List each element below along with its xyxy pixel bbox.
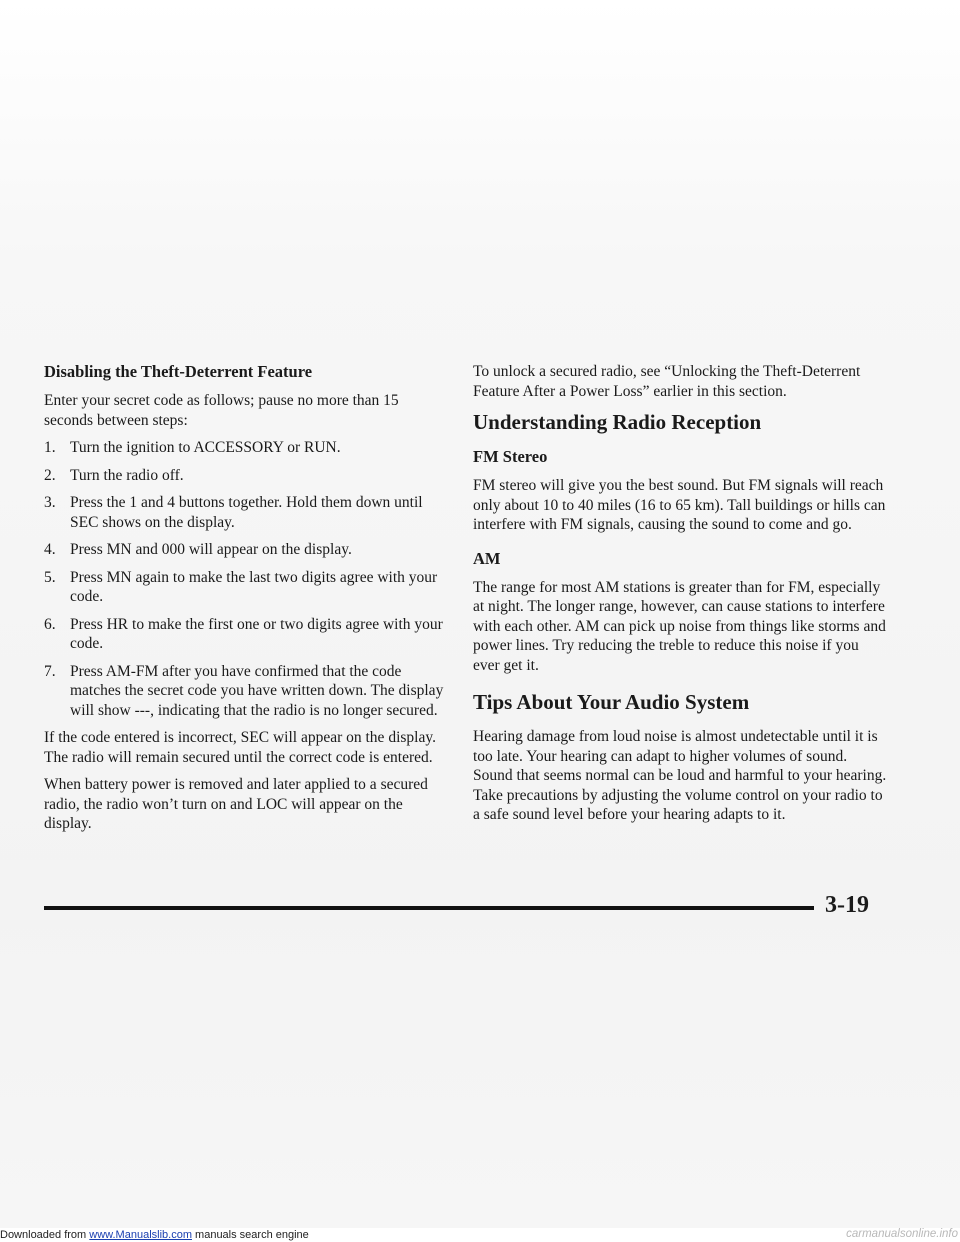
tips-paragraph: Hearing damage from loud noise is almost undetectable until it is too late. Your hearing can adapt to higher volumes of sound. Sound that seems normal can be loud and harmful to your hearing. Take precautions by adjusting the volume control on your radio to a safe sound level before your hearing adapts to it. (473, 728, 887, 823)
left-column (44, 362, 444, 842)
step-text: Turn the radio off. (70, 466, 184, 484)
footer-rule (44, 906, 814, 910)
battery-power-paragraph: When battery power is removed and later applied to a secured radio, the radio won’t turn on and LOC will appear on the display. (44, 776, 428, 832)
step-text: Press MN again to make the last two digits agree with your code. (70, 568, 438, 605)
list-item (44, 493, 444, 532)
list-item (44, 662, 444, 721)
subheading-am: AM (473, 548, 501, 568)
footer-prefix: Downloaded from (0, 1229, 90, 1241)
intro-paragraph: Enter your secret code as follows; pause no more than 15 seconds between steps: (44, 392, 399, 429)
step-text: Press MN and 000 will appear on the display. (70, 541, 352, 558)
footer-suffix: manuals search engine (191, 1229, 309, 1241)
step-number: 7. (44, 662, 56, 680)
list-item (44, 466, 444, 486)
step-number: 1. (44, 439, 56, 456)
step-number: 4. (44, 541, 56, 558)
section-heading-disabling: Disabling the Theft-Deterrent Feature (44, 362, 313, 381)
fm-paragraph: FM stereo will give you the best sound. But FM signals will reach only about 10 to 40 miles (16 to 65 km). Tall buildings or hills can interfere with FM signals, causing the sound to come and go. (473, 477, 886, 533)
step-number: 5. (44, 568, 56, 586)
step-number: 6. (44, 615, 56, 633)
incorrect-code-paragraph: If the code entered is incorrect, SEC will appear on the display. The radio will remain secured until the correct code is entered. (44, 729, 436, 766)
step-text: Turn the ignition to ACCESSORY or RUN. (70, 439, 341, 456)
page-number: 3-19 (825, 892, 869, 918)
watermark: carmanualsonline.info (846, 1228, 958, 1240)
step-number: 2. (44, 466, 56, 484)
list-item (44, 438, 444, 458)
list-item (44, 568, 444, 607)
manualslib-link[interactable]: www.Manualslib.com (89, 1229, 192, 1241)
step-text: Press AM-FM after you have confirmed that the code matches the secret code you have written down. The display will show ---, indicating that the radio is no longer secured. (70, 662, 444, 719)
section-heading-audio-tips: Tips About Your Audio System (473, 690, 750, 714)
list-item (44, 615, 444, 654)
step-text: Press the 1 and 4 buttons together. Hold them down until SEC shows on the display. (70, 494, 423, 531)
step-number: 3. (44, 494, 56, 511)
unlock-paragraph: To unlock a secured radio, see “Unlocking the Theft-Deterrent Feature After a Power Loss” earlier in this section. (473, 363, 861, 400)
right-column (473, 362, 888, 833)
step-text: Press HR to make the first one or two digits agree with your code. (70, 615, 443, 652)
steps-list (44, 438, 444, 720)
list-item (44, 540, 444, 560)
am-paragraph: The range for most AM stations is greater than for FM, especially at night. The longer range, however, can cause stations to interfere with each other. AM can pick up noise from things like storms and power lines. Try reducing the treble to reduce this noise if you ever get it. (473, 578, 886, 674)
download-footer (0, 1229, 309, 1241)
subheading-fm-stereo: FM Stereo (473, 447, 548, 466)
section-heading-radio-reception: Understanding Radio Reception (473, 410, 762, 434)
